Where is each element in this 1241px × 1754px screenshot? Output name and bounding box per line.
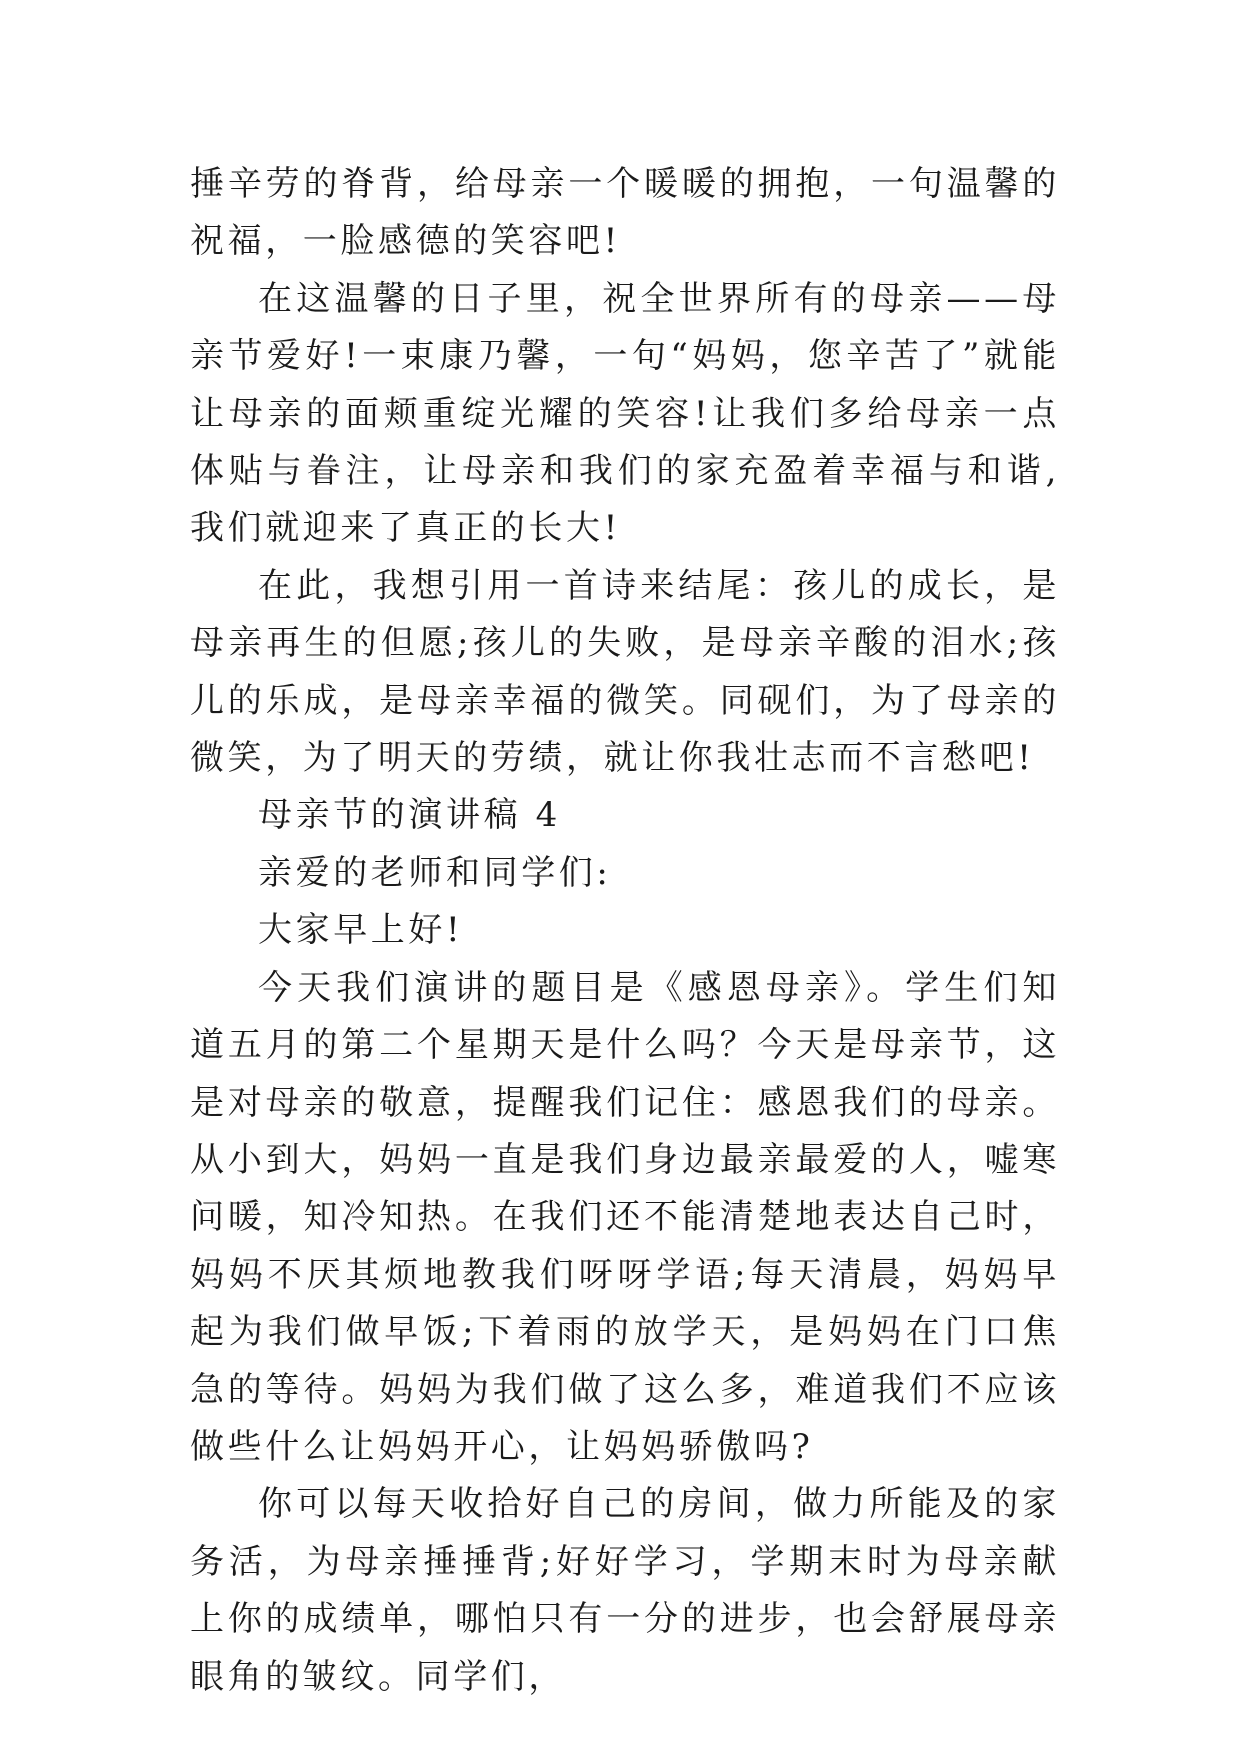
paragraph-continued: 捶辛劳的脊背，给母亲一个暖暖的拥抱，一句温馨的祝福，一脸感德的笑容吧! [190,164,1060,262]
salutation: 亲爱的老师和同学们: [258,852,612,893]
speech-title: 母亲节的演讲稿 4 [258,795,561,836]
document-body [190,156,1060,1706]
paragraph-suggestions: 你可以每天收拾好自己的房间，做力所能及的家务活，为母亲捶捶背;好好学习，学期末时为母亲献上你的成绩单，哪怕只有一分的进步，也会舒展母亲眼角的皱纹。同学们， [190,1484,1060,1697]
greeting: 大家早上好! [258,910,464,951]
paragraph-speech-topic: 今天我们演讲的题目是《感恩母亲》。学生们知道五月的第二个星期天是什么吗？今天是母亲节，这是对母亲的敬意，提醒我们记住：感恩我们的母亲。从小到大，妈妈一直是我们身边最亲最爱的人，嘘寒问暖，知冷知热。在我们还不能清楚地表达自己时，妈妈不厌其烦地教我们呀呀学语;每天清晨，妈妈早起为我们做早饭;下着雨的放学天，是妈妈在门口焦急的等待。妈妈为我们做了这么多，难道我们不应该做些什么让妈妈开心，让妈妈骄傲吗? [190,967,1060,1467]
paragraph-blessing: 在这温馨的日子里，祝全世界所有的母亲——母亲节爱好!一束康乃馨，一句“妈妈，您辛苦了”就能让母亲的面颊重绽光耀的笑容!让我们多给母亲一点体贴与眷注，让母亲和我们的家充盈着幸福与和谐,我们就迎来了真正的长大! [190,278,1060,549]
paragraph-poem-ending: 在此，我想引用一首诗来结尾：孩儿的成长，是母亲再生的但愿;孩儿的失败，是母亲辛酸的泪水;孩儿的乐成，是母亲幸福的微笑。同砚们，为了母亲的微笑，为了明天的劳绩，就让你我壮志而不言愁吧! [190,565,1060,779]
